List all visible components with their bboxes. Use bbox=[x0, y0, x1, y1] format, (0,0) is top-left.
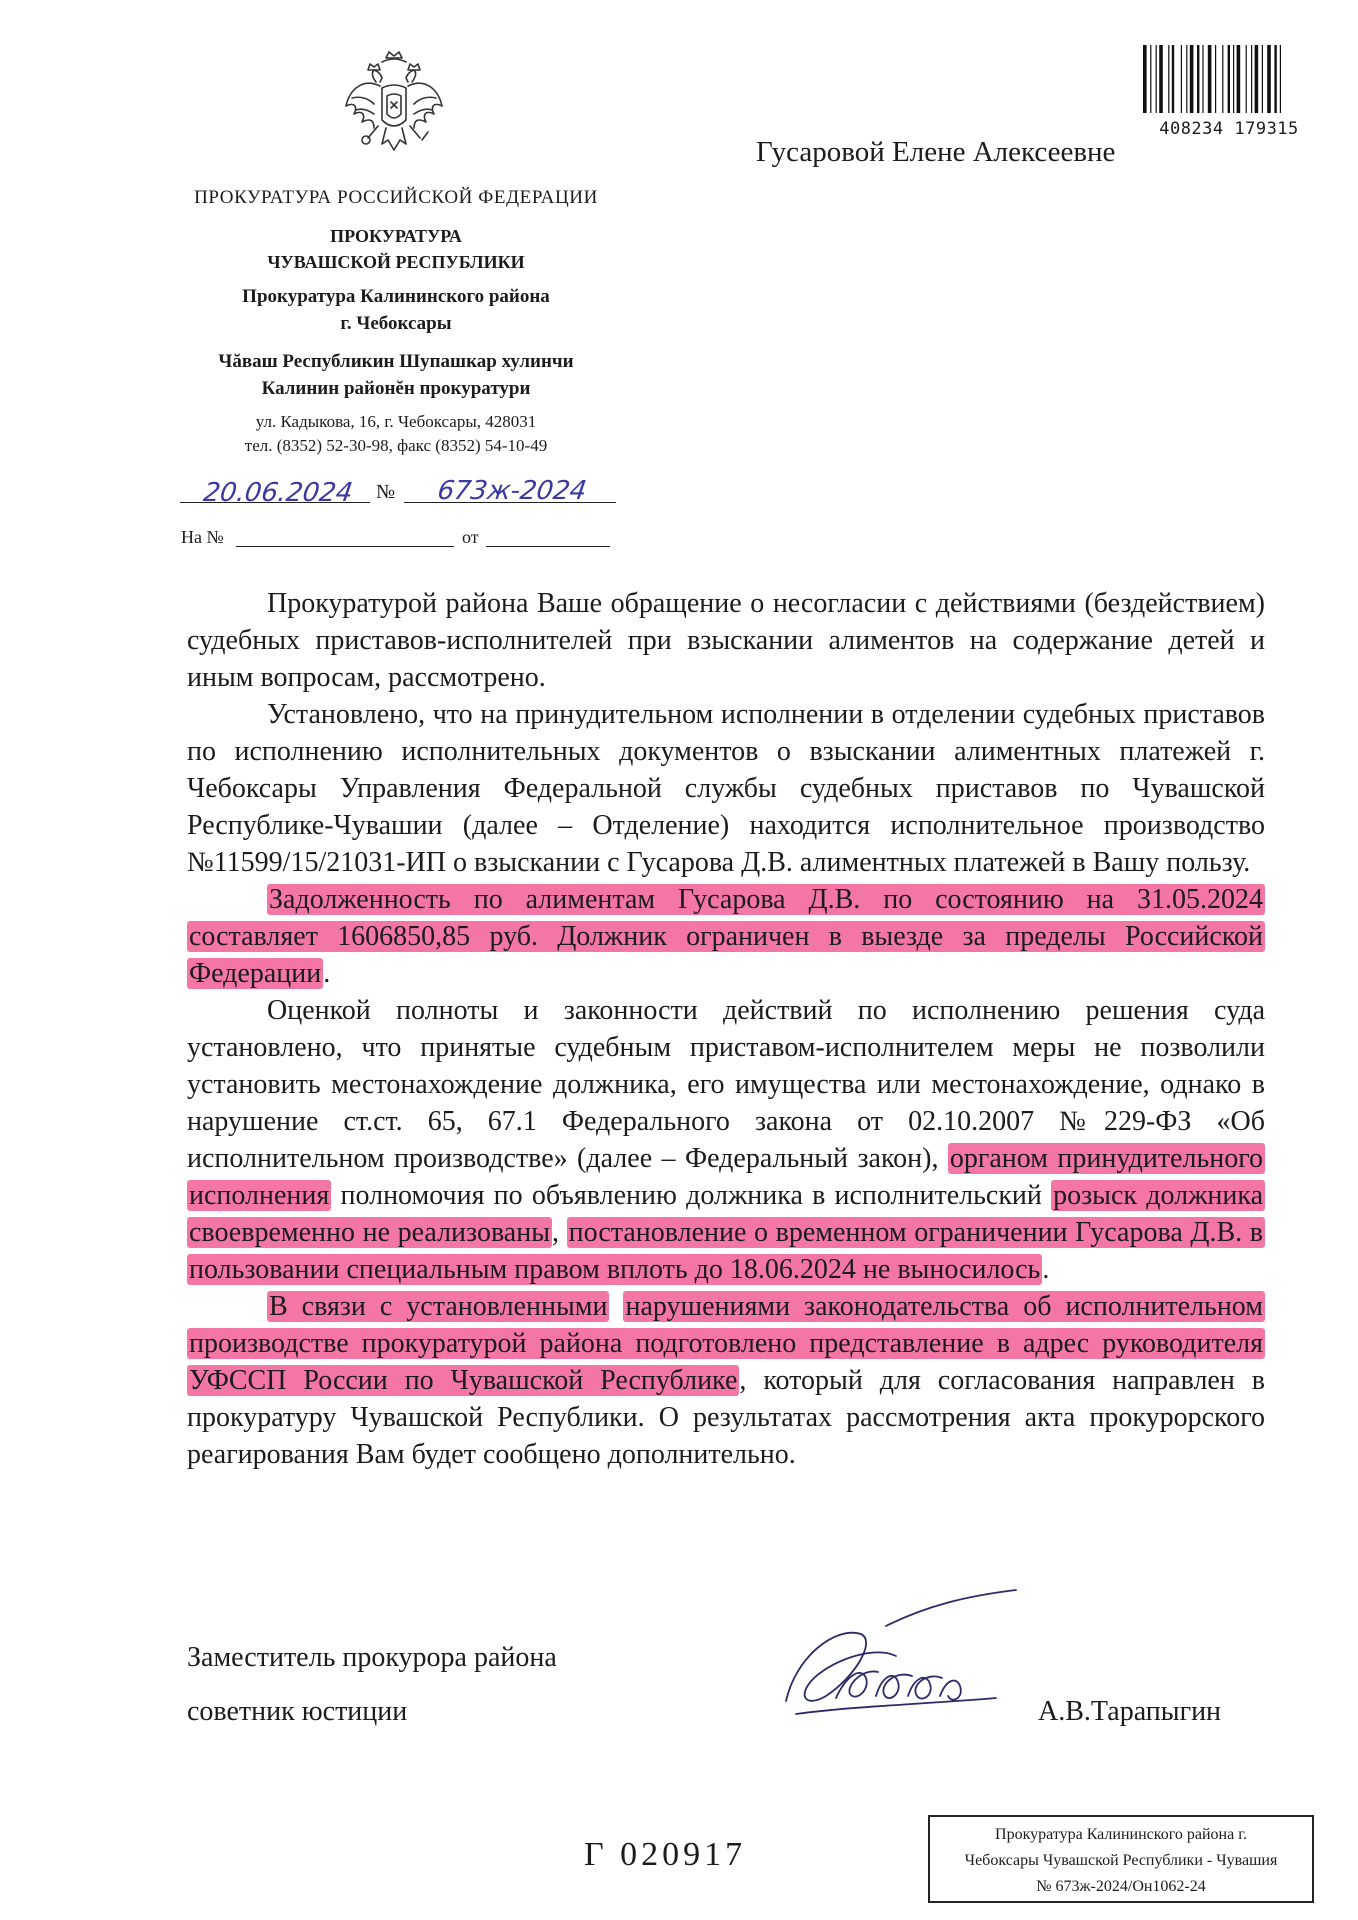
letterhead-chuvash bbox=[170, 348, 622, 402]
reference-number-underline bbox=[236, 546, 454, 547]
letterhead-district-line2: г. Чебоксары bbox=[340, 313, 452, 334]
signatory-position: Заместитель прокурора района bbox=[187, 1642, 557, 1673]
letterhead-chuvash-line1: Чăваш Республикин Шупашкар хулинчи bbox=[218, 351, 574, 372]
highlight-restriction-not-issued: постановление о временном ограничении Гусарова Д.В. в пользовании специальным правом вплоть до 18.06.2024 не выносилось bbox=[189, 1217, 1263, 1285]
letterhead-contacts bbox=[170, 410, 622, 458]
highlight-in-connection: В связи с установленными bbox=[269, 1291, 608, 1322]
registration-date: 20.06.2024 bbox=[201, 478, 355, 508]
paragraph-2: Установлено, что на принудительном исполнении в отделении судебных приставов по исполнению исполнительных документов о взыскании алиментных платежей г. Чебоксары Управления Федеральной службы судебных приставов по Чувашской Республике-Чувашии (далее – Отделение) находится исполнительное производство №11599/15/21031-ИП о взыскании с Гусарова Д.В. алиментных платежей в Вашу пользу. bbox=[187, 699, 1265, 878]
registration-number-label: № bbox=[376, 481, 396, 503]
registration-number: 673ж-2024 bbox=[435, 476, 589, 506]
highlight-enforcement-body: органом принудительного исполнения bbox=[189, 1143, 1264, 1211]
letterhead-chuvash-line2: Калинин районĕн прокуратури bbox=[261, 378, 531, 399]
registration-stamp bbox=[928, 1815, 1314, 1903]
recipient-name: Гусаровой Елене Алексеевне bbox=[756, 136, 1116, 168]
stamp-line-3: № 673ж-2024/Он1062-24 bbox=[1036, 1878, 1206, 1895]
paragraph-4: Оценкой полноты и законности действий по исполнению решения суда установлено, что принятые судебным приставом-исполнителем меры не позволили установить местонахождение должника, его имущества или местонахождение, однако в нарушение ст.ст. 65, 67.1 Федерального закона от 02.10.2007 №229-ФЗ «Об исполнительном производстве» (далее – Федеральный закон), органом принудительного исполнения полномочия по объявлению должника в исполнительский розыск должника своевременно не реализованы, постановление о временном ограничении Гусарова Д.В. в пользовании специальным правом вплоть до 18.06.2024 не выносилось. bbox=[187, 995, 1265, 1285]
letterhead-republic bbox=[170, 223, 622, 275]
handwritten-signature bbox=[766, 1586, 1036, 1736]
letterhead-federal: ПРОКУРАТУРА РОССИЙСКОЙ ФЕДЕРАЦИИ bbox=[194, 187, 598, 208]
highlight-debt: Задолженность по алиментам Гусарова Д.В. по состоянию на 31.05.2024 составляет 1606850,85 руб. Должник ограничен в выезде за пределы Российской Федерации bbox=[189, 884, 1263, 989]
stamp-line-2: Чебоксары Чувашской Республики - Чувашия bbox=[964, 1852, 1278, 1869]
reference-number-label: На № bbox=[181, 527, 224, 547]
paragraph-3: Задолженность по алиментам Гусарова Д.В. по состоянию на 31.05.2024 составляет 1606850,85 руб. Должник ограничен в выезде за пределы Российской Федерации. bbox=[189, 884, 1263, 989]
letterhead-address: ул. Кадыкова, 16, г. Чебоксары, 428031 bbox=[255, 412, 537, 431]
highlight-representation: нарушениями законодательства об исполнительном производстве прокуратурой района подготовлено представление в адрес руководителя УФССП России по Чувашской Республике bbox=[189, 1291, 1263, 1396]
double-headed-eagle-emblem-icon bbox=[342, 48, 446, 170]
paragraph-5: В связи с установленными нарушениями законодательства об исполнительном производстве прокуратурой района подготовлено представление в адрес руководителя УФССП России по Чувашской Республике, который для согласования направлен в прокуратуру Чувашской Республики. О результатах рассмотрения акта прокурорского реагирования Вам будет сообщено дополнительно. bbox=[187, 1291, 1265, 1470]
signatory-rank: советник юстиции bbox=[187, 1696, 408, 1727]
highlight-search-not-done: розыск должника своевременно не реализованы bbox=[189, 1180, 1263, 1248]
barcode bbox=[1143, 45, 1313, 113]
letterhead-district-line1: Прокуратура Калининского района bbox=[242, 286, 550, 307]
letterhead-republic-line2: ЧУВАШСКОЙ РЕСПУБЛИКИ bbox=[267, 252, 525, 272]
reference-date-label: от bbox=[462, 527, 479, 547]
reference-date-underline bbox=[486, 546, 610, 547]
letterhead-republic-line1: ПРОКУРАТУРА bbox=[330, 226, 462, 246]
stamp-line-1: Прокуратура Калининского района г. bbox=[995, 1826, 1247, 1843]
letterhead-district bbox=[170, 283, 622, 337]
paragraph-1: Прокуратурой района Ваше обращение о несогласии с действиями (бездействием) судебных приставов-исполнителей при взыскании алиментов на содержание детей и иным вопросам, рассмотрено. bbox=[187, 588, 1265, 693]
signatory-name: А.В.Тарапыгин bbox=[1038, 1696, 1222, 1727]
letter-body bbox=[187, 585, 1265, 1473]
letterhead-phone: тел. (8352) 52-30-98, факс (8352) 54-10-49 bbox=[244, 436, 548, 455]
barcode-digits: 408234 179315 bbox=[1159, 119, 1299, 139]
form-serial-number: Г 020917 bbox=[584, 1836, 747, 1873]
